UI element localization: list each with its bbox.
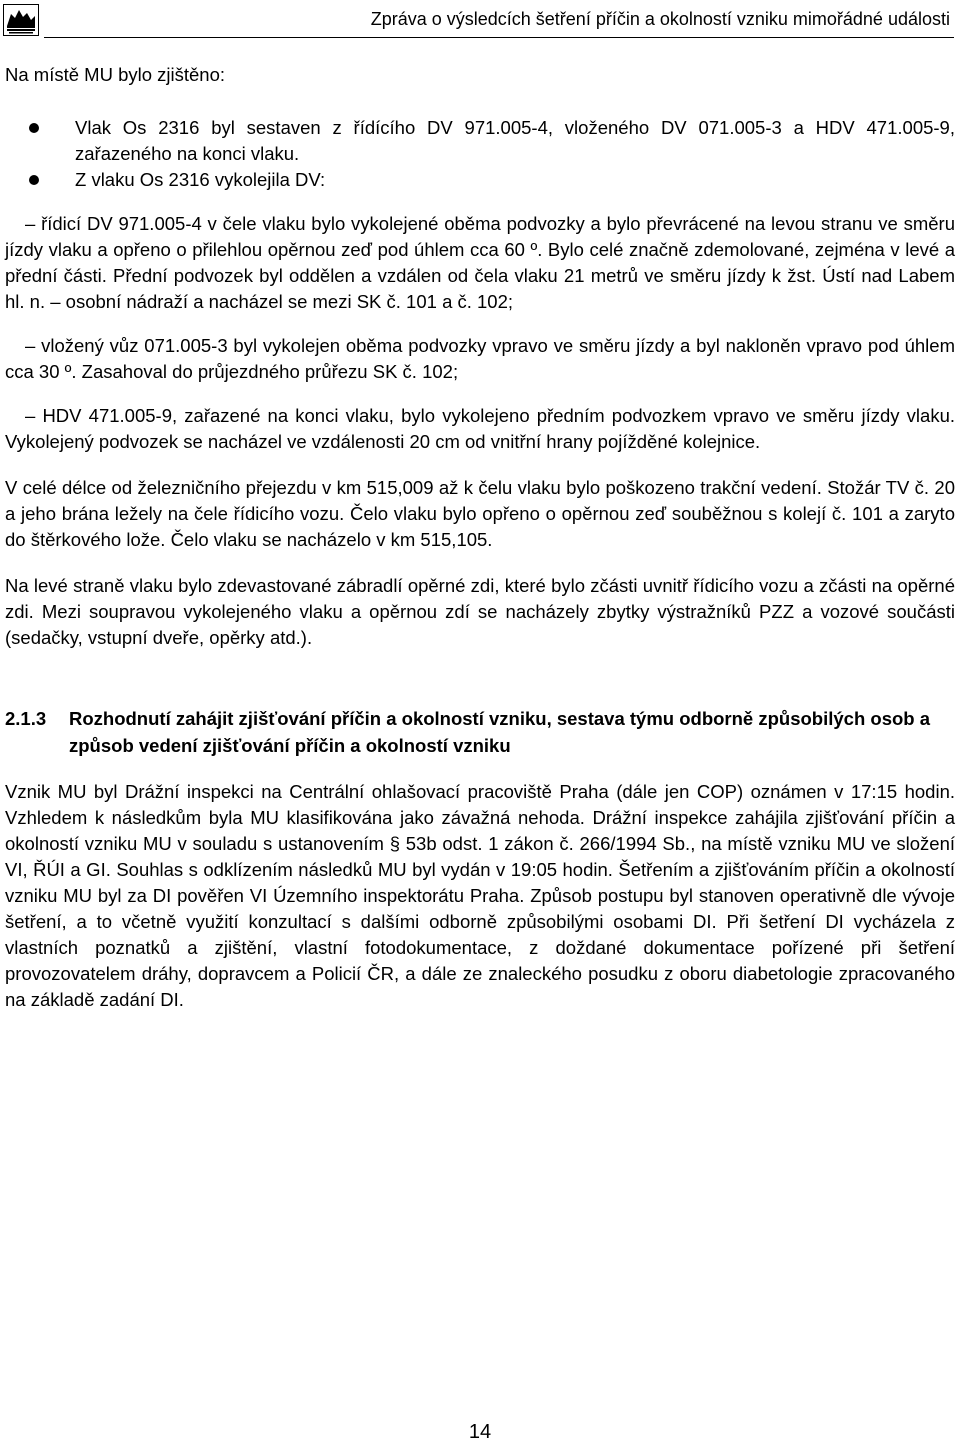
findings-intro: Na místě MU bylo zjištěno: bbox=[5, 64, 226, 85]
section-number: 2.1.3 bbox=[5, 708, 47, 729]
bullet-text: Vlak Os 2316 byl sestaven z řídícího DV 971.005-4, vloženého DV 071.005-3 a HDV 471.005-9, zařazeného na konci vlaku. bbox=[75, 117, 955, 164]
page-number: 14 bbox=[468, 1421, 492, 1443]
bullet-dot-icon bbox=[29, 175, 39, 185]
section-title: Rozhodnutí zahájit zjišťování příčin a okolností vzniku, sestava týmu odborně způsobilých osob a způsob vedení zjišťování příčin a okolností vzniku bbox=[69, 708, 931, 756]
bullet-list bbox=[5, 115, 955, 193]
dash-item: – vložený vůz 071.005-3 byl vykolejen oběma podvozky vpravo ve směru jízdy a byl nakloněn vpravo pod úhlem cca 30 º. Zasahoval do průjezdného průřezu SK č. 102; bbox=[5, 335, 955, 382]
bullet-item bbox=[5, 115, 955, 167]
bullet-text: Z vlaku Os 2316 vykolejila DV: bbox=[75, 169, 326, 190]
dash-item: – HDV 471.005-9, zařazené na konci vlaku, bylo vykolejeno předním podvozkem vpravo ve směru jízdy vlaku. Vykolejený podvozek se nacházel ve vzdálenosti 20 cm od vnitřní hrany pojížděné kolejnice. bbox=[5, 405, 955, 452]
section-body: Vznik MU byl Drážní inspekci na Centrální ohlašovací pracoviště Praha (dále jen COP) oznámen v 17:15 hodin. Vzhledem k následkům byla MU klasifikována jako závažná nehoda. Drážní inspekce zahájila zjišťování příčin a okolností vzniku MU v souladu s ustanovením § 53b odst. 1 zákon č. 266/1994 Sb., na místě vzniku MU ve složení VI, ŘÚI a GI. Souhlas s odklízením následků MU byl vydán v 19:05 hodin. Šetřením a zjišťováním příčin a okolností vzniku MU byl za DI pověřen VI Územního inspektorátu Praha. Způsob postupu byl stanoven operativně dle vývoje šetření, a to včetně využití konzultací s dalšími odborně způsobilými osobami DI. Při šetření DI vycházela z vlastních poznatků a zjištění, vlastní fotodokumentace, z doždané dokumentace pořízené při šetření provozovatelem dráhy, dopravcem a Policií ČR, a dále ze znaleckého posudku z oboru diabetologie zpracovaného na základě zadání DI. bbox=[5, 781, 955, 1010]
document-body bbox=[5, 62, 955, 1013]
dash-item: – řídicí DV 971.005-4 v čele vlaku bylo vykolejené oběma podvozky a bylo převrácené na levou stranu ve směru jízdy vlaku a opřeno o přilehlou opěrnou zeď pod úhlem cca 60 º. Bylo celé značně zdemolované, zejména v levé a přední části. Přední podvozek byl oddělen a vzdálen od čela vlaku 21 metrů ve směru jízdy k žst. Ústí nad Labem hl. n. – osobní nádraží a nacházel se mezi SK č. 101 a č. 102; bbox=[5, 213, 955, 312]
paragraph: Na levé straně vlaku bylo zdevastované zábradlí opěrné zdi, které bylo zčásti uvnitř řídicího vozu a zčásti na opěrné zdi. Mezi soupravou vykolejeného vlaku a opěrnou zdí se nacházely zbytky výstražníků PZZ a vozové součásti (sedačky, vstupní dveře, opěrky atd.). bbox=[5, 575, 955, 648]
paragraph: V celé délce od železničního přejezdu v km 515,009 až k čelu vlaku bylo poškozeno trakční vedení. Stožár TV č. 20 a jeho brána ležely na čele řídicího vozu. Čelo vlaku bylo opřeno o opěrnou zeď souběžnou s kolejí č. 101 a zaryto do štěrkového lože. Čelo vlaku se nacházelo v km 515,105. bbox=[5, 477, 955, 550]
section-heading bbox=[5, 705, 955, 759]
page-header bbox=[0, 0, 960, 40]
header-divider bbox=[44, 37, 954, 38]
bullet-dot-icon bbox=[29, 123, 39, 133]
bullet-item bbox=[5, 167, 955, 193]
report-title: Zpráva o výsledcích šetření příčin a okolností vzniku mimořádné události bbox=[370, 9, 950, 29]
drazni-inspekce-logo bbox=[3, 4, 39, 36]
